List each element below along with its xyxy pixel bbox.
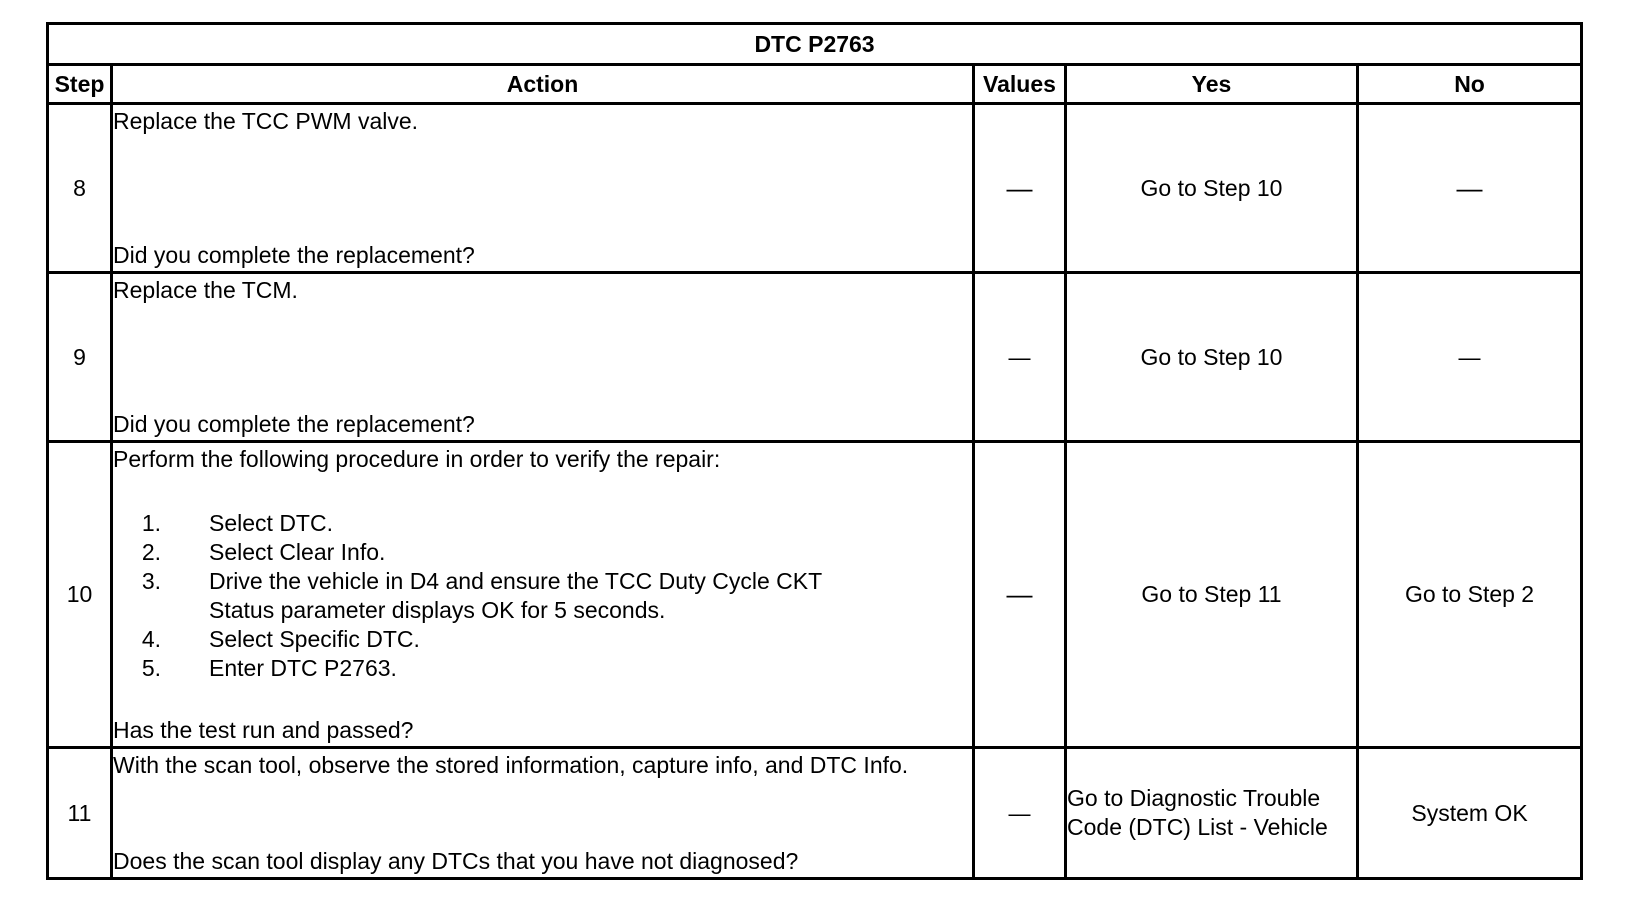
table-row xyxy=(48,273,1582,442)
action-question: Does the scan tool display any DTCs that you have not diagnosed? xyxy=(113,847,799,874)
action-intro: Replace the TCM. xyxy=(113,276,298,303)
header-values: Values xyxy=(974,65,1066,104)
yes-cell: Go to Diagnostic Trouble Code (DTC) List - Vehicle xyxy=(1066,748,1358,879)
procedure-step-text: Select DTC. xyxy=(209,509,333,536)
header-row xyxy=(48,65,1582,104)
table-title: DTC P2763 xyxy=(48,24,1582,65)
action-cell xyxy=(112,748,974,879)
procedure-step-number: 1. xyxy=(141,509,161,536)
procedure-step xyxy=(113,625,972,654)
header-step: Step xyxy=(48,65,112,104)
procedure-list xyxy=(113,509,972,683)
procedure-step xyxy=(113,567,972,625)
procedure-step-number: 3. xyxy=(141,567,161,594)
table-row xyxy=(48,748,1582,879)
no-cell: — xyxy=(1358,104,1582,273)
action-intro: Replace the TCC PWM valve. xyxy=(113,107,419,134)
no-cell: — xyxy=(1358,273,1582,442)
dtc-table xyxy=(46,22,1583,880)
procedure-step xyxy=(113,538,972,567)
value-cell: — xyxy=(974,273,1066,442)
action-cell xyxy=(112,104,974,273)
procedure-step-text: Enter DTC P2763. xyxy=(209,654,397,681)
value-cell: — xyxy=(974,442,1066,748)
procedure-step-text: Drive the vehicle in D4 and ensure the TCC Duty Cycle CKT Status parameter displays OK for 5 seconds. xyxy=(209,567,822,623)
table-row xyxy=(48,442,1582,748)
header-no: No xyxy=(1358,65,1582,104)
procedure-step-number: 2. xyxy=(141,538,161,565)
yes-cell: Go to Step 10 xyxy=(1066,104,1358,273)
yes-cell: Go to Step 11 xyxy=(1066,442,1358,748)
procedure-step-number: 5. xyxy=(141,654,161,681)
action-question: Has the test run and passed? xyxy=(113,716,414,743)
action-intro: With the scan tool, observe the stored information, capture info, and DTC Info. xyxy=(113,751,909,778)
step-number: 9 xyxy=(48,273,112,442)
action-question: Did you complete the replacement? xyxy=(113,241,475,268)
procedure-step xyxy=(113,509,972,538)
yes-cell: Go to Step 10 xyxy=(1066,273,1358,442)
action-cell xyxy=(112,442,974,748)
action-question: Did you complete the replacement? xyxy=(113,410,475,437)
action-cell xyxy=(112,273,974,442)
no-cell: System OK xyxy=(1358,748,1582,879)
procedure-step-text: Select Specific DTC. xyxy=(209,625,420,652)
header-action: Action xyxy=(112,65,974,104)
procedure-step xyxy=(113,654,972,683)
procedure-step-text: Select Clear Info. xyxy=(209,538,386,565)
procedure-step-number: 4. xyxy=(141,625,161,652)
step-number: 11 xyxy=(48,748,112,879)
no-cell: Go to Step 2 xyxy=(1358,442,1582,748)
table-row xyxy=(48,104,1582,273)
value-cell: — xyxy=(974,748,1066,879)
step-number: 8 xyxy=(48,104,112,273)
step-number: 10 xyxy=(48,442,112,748)
action-intro: Perform the following procedure in order to verify the repair: xyxy=(113,445,721,472)
value-cell: — xyxy=(974,104,1066,273)
header-yes: Yes xyxy=(1066,65,1358,104)
